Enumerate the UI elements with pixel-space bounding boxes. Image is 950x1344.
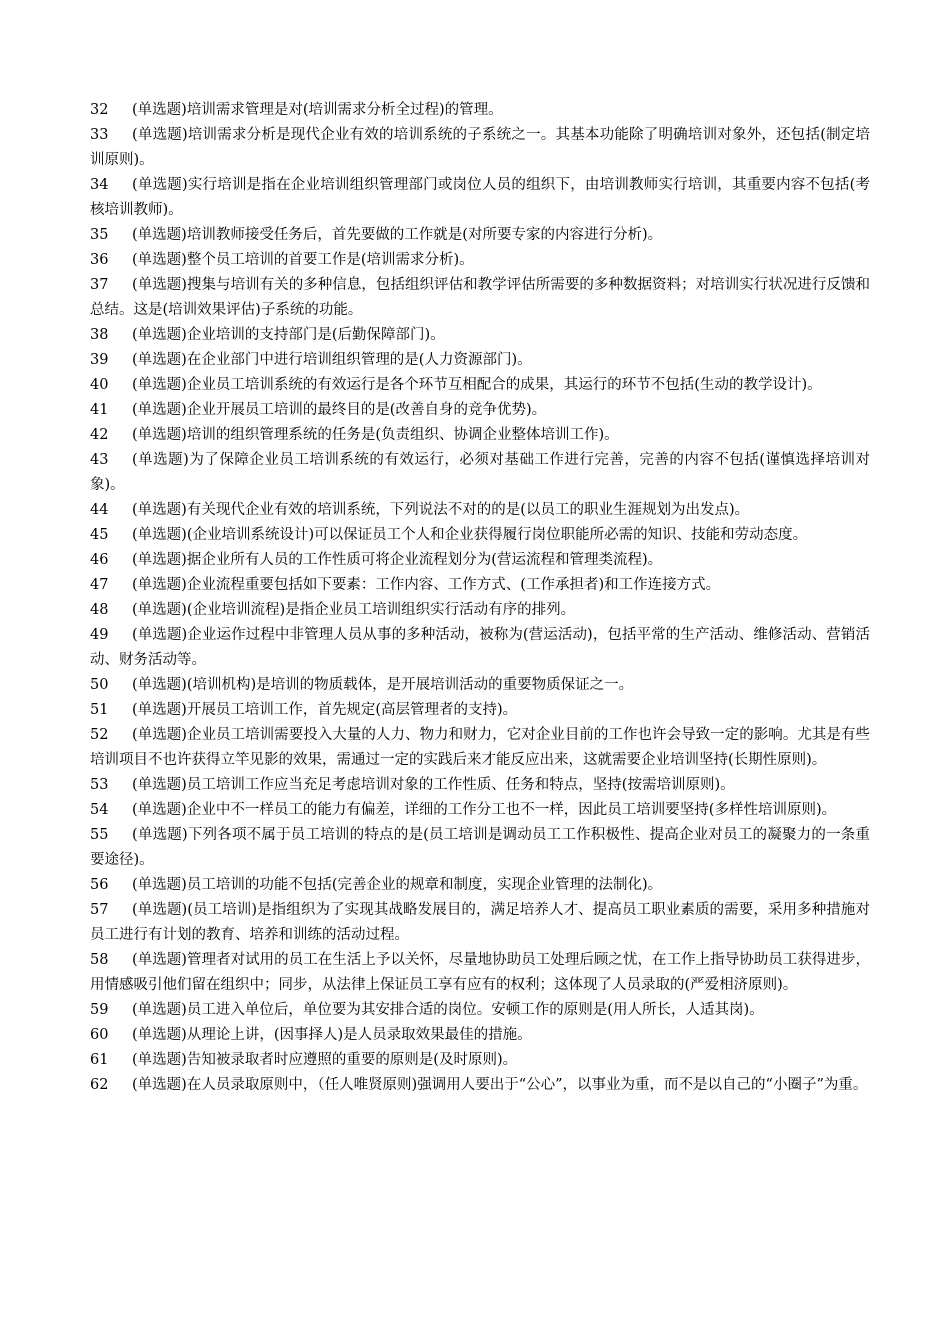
question-item [90,323,870,348]
question-text: (单选题)(培训机构)是培训的物质载体，是开展培训活动的重要物质保证之一。 [132,677,634,693]
question-item [90,1048,870,1073]
question-number: 54 [90,802,109,818]
question-item [90,623,870,673]
question-number: 43 [90,452,109,468]
question-item [90,1023,870,1048]
question-number: 61 [90,1052,109,1068]
question-item [90,598,870,623]
question-text: (单选题)(员工培训)是指组织为了实现其战略发展目的，满足培养人才、提高员工职业素质的需要，采用多种措施对员工进行有计划的教育、培养和训练的活动过程。 [90,902,870,943]
question-number: 50 [90,677,109,693]
question-number: 38 [90,327,109,343]
question-number: 33 [90,127,109,143]
question-text: (单选题)(企业培训系统设计)可以保证员工个人和企业获得履行岗位职能所必需的知识、技能和劳动态度。 [132,527,808,543]
question-number: 52 [90,727,109,743]
question-number: 37 [90,277,109,293]
question-number: 49 [90,627,109,643]
question-number: 48 [90,602,109,618]
question-number: 51 [90,702,109,718]
question-item [90,673,870,698]
question-item [90,523,870,548]
question-text: (单选题)为了保障企业员工培训系统的有效运行，必须对基础工作进行完善，完善的内容不包括(谨慎选择培训对象)。 [90,452,870,493]
question-item [90,498,870,523]
question-item [90,98,870,123]
question-item [90,823,870,873]
question-item [90,798,870,823]
question-text: (单选题)企业员工培训系统的有效运行是各个环节互相配合的成果，其运行的环节不包括(生动的教学设计)。 [132,377,822,393]
question-text: (单选题)企业员工培训需要投入大量的人力、物力和财力，它对企业目前的工作也许会导致一定的影响。尤其是有些培训项目不也许获得立竿见影的效果，需通过一定的实践后来才能反应出来，这就需要企业培训坚持(长期性原则)。 [90,727,870,768]
question-text: (单选题)企业运作过程中非管理人员从事的多种活动，被称为(营运活动)，包括平常的生产活动、维修活动、营销活动、财务活动等。 [90,627,870,668]
question-item [90,398,870,423]
question-number: 44 [90,502,109,518]
question-number: 57 [90,902,109,918]
question-text: (单选题)培训需求分析是现代企业有效的培训系统的子系统之一。其基本功能除了明确培训对象外，还包括(制定培训原则)。 [90,127,870,168]
question-text: (单选题)有关现代企业有效的培训系统，下列说法不对的的是(以员工的职业生涯规划为出发点)。 [132,502,750,518]
question-text: (单选题)下列各项不属于员工培训的特点的是(员工培训是调动员工工作积极性、提高企业对员工的凝聚力的一条重要途径)。 [90,827,870,868]
question-text: (单选题)培训教师接受任务后，首先要做的工作就是(对所要专家的内容进行分析)。 [132,227,663,243]
question-text: (单选题)告知被录取者时应遵照的重要的原则是(及时原则)。 [132,1052,518,1068]
question-number: 35 [90,227,109,243]
question-item [90,898,870,948]
question-number: 32 [90,102,109,118]
question-text: (单选题)员工培训的功能不包括(完善企业的规章和制度，实现企业管理的法制化)。 [132,877,663,893]
question-number: 60 [90,1027,109,1043]
question-number: 59 [90,1002,109,1018]
question-number: 47 [90,577,109,593]
question-item [90,248,870,273]
question-text: (单选题)据企业所有人员的工作性质可将企业流程划分为(营运流程和管理类流程)。 [132,552,663,568]
question-item [90,998,870,1023]
question-item [90,723,870,773]
question-text: (单选题)(企业培训流程)是指企业员工培训组织实行活动有序的排列。 [132,602,576,618]
question-list [90,98,870,1098]
question-number: 42 [90,427,109,443]
question-text: (单选题)员工进入单位后，单位要为其安排合适的岗位。安顿工作的原则是(用人所长，人适其岗)。 [132,1002,764,1018]
question-number: 58 [90,952,109,968]
question-text: (单选题)管理者对试用的员工在生活上予以关怀，尽量地协助员工处理后顾之忧，在工作上指导协助员工获得进步，用情感吸引他们留在组织中；同步，从法律上保证员工享有应有的权利；这体现了人员录取的(严爱相济原则)。 [90,952,870,993]
question-number: 45 [90,527,109,543]
question-text: (单选题)实行培训是指在企业培训组织管理部门或岗位人员的组织下，由培训教师实行培训，其重要内容不包括(考核培训教师)。 [90,177,870,218]
question-number: 46 [90,552,109,568]
question-item [90,123,870,173]
question-item [90,273,870,323]
question-number: 34 [90,177,109,193]
question-number: 56 [90,877,109,893]
question-item [90,448,870,498]
question-item [90,548,870,573]
question-text: (单选题)企业培训的支持部门是(后勤保障部门)。 [132,327,445,343]
question-item [90,1073,870,1098]
question-text: (单选题)员工培训工作应当充足考虑培训对象的工作性质、任务和特点，坚持(按需培训原则)。 [132,777,735,793]
question-item [90,423,870,448]
question-text: (单选题)企业中不一样员工的能力有偏差，详细的工作分工也不一样，因此员工培训要坚持(多样性培训原则)。 [132,802,837,818]
question-item [90,348,870,373]
question-item [90,223,870,248]
question-number: 36 [90,252,109,268]
question-text: (单选题)搜集与培训有关的多种信息，包括组织评估和教学评估所需要的多种数据资料；对培训实行状况进行反馈和总结。这是(培训效果评估)子系统的功能。 [90,277,870,318]
question-text: (单选题)从理论上讲，(因事择人)是人员录取效果最佳的措施。 [132,1027,532,1043]
question-text: (单选题)整个员工培训的首要工作是(培训需求分析)。 [132,252,474,268]
question-number: 41 [90,402,109,418]
question-text: (单选题)培训需求管理是对(培训需求分析全过程)的管理。 [132,102,503,118]
question-text: (单选题)企业流程重要包括如下要素：工作内容、工作方式、(工作承担者)和工作连接方式。 [132,577,721,593]
question-item [90,573,870,598]
question-text: (单选题)开展员工培训工作，首先规定(高层管理者的支持)。 [132,702,518,718]
question-item [90,873,870,898]
question-number: 55 [90,827,109,843]
question-item [90,948,870,998]
question-number: 53 [90,777,109,793]
question-item [90,773,870,798]
question-number: 62 [90,1077,109,1093]
question-text: (单选题)培训的组织管理系统的任务是(负责组织、协调企业整体培训工作)。 [132,427,619,443]
question-number: 40 [90,377,109,393]
question-item [90,373,870,398]
question-item [90,173,870,223]
question-number: 39 [90,352,109,368]
question-text: (单选题)企业开展员工培训的最终目的是(改善自身的竞争优势)。 [132,402,547,418]
question-text: (单选题)在企业部门中进行培训组织管理的是(人力资源部门)。 [132,352,532,368]
question-item [90,698,870,723]
question-text: (单选题)在人员录取原则中，（任人唯贤原则)强调用人要出于“公心”，以事业为重，而不是以自己的“小圈子”为重。 [132,1077,868,1093]
